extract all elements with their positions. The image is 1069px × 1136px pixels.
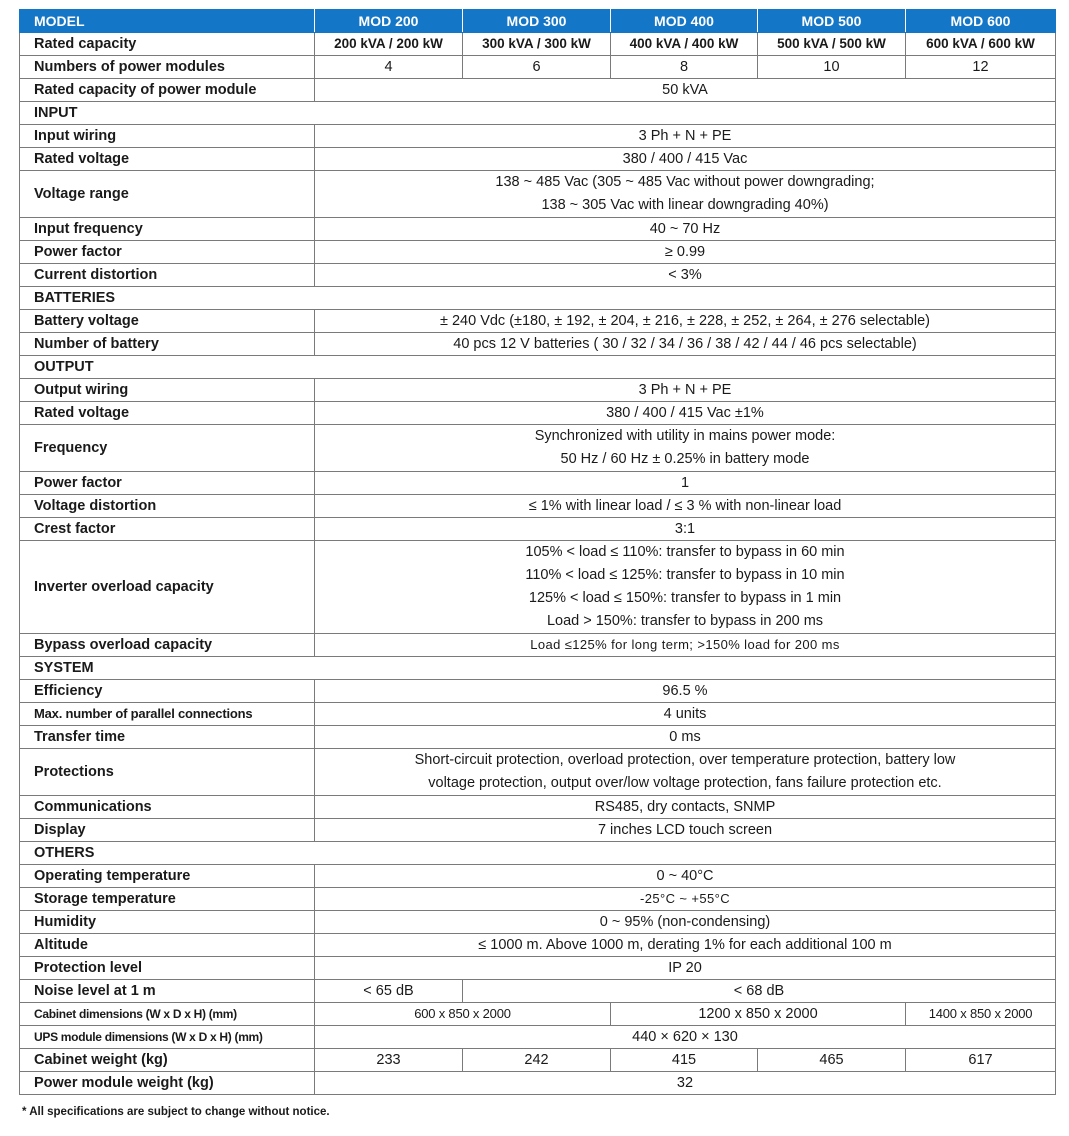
cell-value: 3 Ph + N + PE xyxy=(315,379,1056,402)
cell-value: ≥ 0.99 xyxy=(315,241,1056,264)
section-others xyxy=(20,842,1056,865)
bypass-overload-row xyxy=(20,634,1056,657)
row-label: Bypass overload capacity xyxy=(20,634,315,657)
row-label: Altitude xyxy=(20,934,315,957)
cell-value: 440 × 620 × 130 xyxy=(315,1026,1056,1049)
section-title: SYSTEM xyxy=(20,657,1056,680)
cell-value: 1400 x 850 x 2000 xyxy=(906,1003,1056,1026)
cell-value: 40 ~ 70 Hz xyxy=(315,218,1056,241)
row-label: Frequency xyxy=(20,425,315,472)
row-label: Numbers of power modules xyxy=(20,56,315,79)
row-label: Power factor xyxy=(20,472,315,495)
model-mod400-header: MOD 400 xyxy=(611,10,758,33)
model-mod300-header: MOD 300 xyxy=(463,10,611,33)
cell-value: ≤ 1% with linear load / ≤ 3 % with non-linear load xyxy=(315,495,1056,518)
cell-value: 4 xyxy=(315,56,463,79)
cell-value: IP 20 xyxy=(315,957,1056,980)
section-system xyxy=(20,657,1056,680)
cell-value: 32 xyxy=(315,1072,1056,1095)
value-line: Synchronized with utility in mains power mode: xyxy=(534,428,836,444)
cell-value: 7 inches LCD touch screen xyxy=(315,819,1056,842)
row-label: Inverter overload capacity xyxy=(20,541,315,634)
model-mod600-header: MOD 600 xyxy=(906,10,1056,33)
operating-temp-row xyxy=(20,865,1056,888)
row-label: Output wiring xyxy=(20,379,315,402)
row-label: Voltage distortion xyxy=(20,495,315,518)
cell-value: < 3% xyxy=(315,264,1056,287)
cell-value xyxy=(315,749,1056,796)
cabinet-dims-row xyxy=(20,1003,1056,1026)
cell-value: 380 / 400 / 415 Vac xyxy=(315,148,1056,171)
crest-factor-row xyxy=(20,518,1056,541)
model-mod500-header: MOD 500 xyxy=(758,10,906,33)
cell-value: 500 kVA / 500 kW xyxy=(758,33,906,56)
cell-value: 600 x 850 x 2000 xyxy=(315,1003,611,1026)
row-label: Voltage range xyxy=(20,171,315,218)
cell-value: 415 xyxy=(611,1049,758,1072)
row-label: Protections xyxy=(20,749,315,796)
efficiency-row xyxy=(20,680,1056,703)
display-row xyxy=(20,819,1056,842)
cell-value: < 65 dB xyxy=(315,980,463,1003)
cell-value: 242 xyxy=(463,1049,611,1072)
section-title: OTHERS xyxy=(20,842,1056,865)
row-label: Protection level xyxy=(20,957,315,980)
voltage-distortion-row xyxy=(20,495,1056,518)
section-title: OUTPUT xyxy=(20,356,1056,379)
section-input xyxy=(20,102,1056,125)
row-label: Current distortion xyxy=(20,264,315,287)
section-title: INPUT xyxy=(20,102,1056,125)
input-voltage-row xyxy=(20,148,1056,171)
communications-row xyxy=(20,796,1056,819)
protection-level-row xyxy=(20,957,1056,980)
row-label: Cabinet weight (kg) xyxy=(20,1049,315,1072)
specification-table xyxy=(19,9,1056,1095)
voltage-range-row xyxy=(20,171,1056,218)
cell-value: < 68 dB xyxy=(463,980,1056,1003)
row-label: Communications xyxy=(20,796,315,819)
cell-value: 300 kVA / 300 kW xyxy=(463,33,611,56)
cell-value: 400 kVA / 400 kW xyxy=(611,33,758,56)
row-label: UPS module dimensions (W x D x H) (mm) xyxy=(20,1026,315,1049)
humidity-row xyxy=(20,911,1056,934)
value-line: Load > 150%: transfer to bypass in 200 ms xyxy=(546,613,824,629)
cell-value: ≤ 1000 m. Above 1000 m, derating 1% for each additional 100 m xyxy=(315,934,1056,957)
cell-value: 200 kVA / 200 kW xyxy=(315,33,463,56)
battery-voltage-row xyxy=(20,310,1056,333)
input-pf-row xyxy=(20,241,1056,264)
input-wiring-row xyxy=(20,125,1056,148)
cell-value: 50 kVA xyxy=(315,79,1056,102)
cell-value: 3 Ph + N + PE xyxy=(315,125,1056,148)
module-weight-row xyxy=(20,1072,1056,1095)
cell-value xyxy=(315,171,1056,218)
cell-value: 0 ~ 95% (non-condensing) xyxy=(315,911,1056,934)
cell-value: ± 240 Vdc (±180, ± 192, ± 204, ± 216, ± 228, ± 252, ± 264, ± 276 selectable) xyxy=(315,310,1056,333)
row-label: Transfer time xyxy=(20,726,315,749)
value-line: 50 Hz / 60 Hz ± 0.25% in battery mode xyxy=(560,451,810,467)
inverter-overload-row xyxy=(20,541,1056,634)
noise-row xyxy=(20,980,1056,1003)
cell-value: 8 xyxy=(611,56,758,79)
row-label: Humidity xyxy=(20,911,315,934)
cabinet-weight-row xyxy=(20,1049,1056,1072)
rated-capacity-row xyxy=(20,33,1056,56)
input-frequency-row xyxy=(20,218,1056,241)
cell-value: 0 ms xyxy=(315,726,1056,749)
output-pf-row xyxy=(20,472,1056,495)
model-header: MODEL xyxy=(20,10,315,33)
cell-value: 600 kVA / 600 kW xyxy=(906,33,1056,56)
row-label: Display xyxy=(20,819,315,842)
row-label: Power module weight (kg) xyxy=(20,1072,315,1095)
row-label: Rated capacity xyxy=(20,33,315,56)
cell-value: 0 ~ 40°C xyxy=(315,865,1056,888)
cell-value: Load ≤125% for long term; >150% load for 200 ms xyxy=(315,634,1056,657)
row-label: Max. number of parallel connections xyxy=(20,703,315,726)
cell-value xyxy=(315,541,1056,634)
cell-value: 3:1 xyxy=(315,518,1056,541)
row-label: Input frequency xyxy=(20,218,315,241)
protections-row xyxy=(20,749,1056,796)
cell-value: -25°C ~ +55°C xyxy=(315,888,1056,911)
row-label: Operating temperature xyxy=(20,865,315,888)
value-line: 105% < load ≤ 110%: transfer to bypass in 60 min xyxy=(525,544,845,560)
row-label: Efficiency xyxy=(20,680,315,703)
cell-value: 10 xyxy=(758,56,906,79)
num-modules-row xyxy=(20,56,1056,79)
section-batteries xyxy=(20,287,1056,310)
row-label: Noise level at 1 m xyxy=(20,980,315,1003)
header-row xyxy=(20,10,1056,33)
cell-value: 12 xyxy=(906,56,1056,79)
module-dims-row xyxy=(20,1026,1056,1049)
cell-value: 465 xyxy=(758,1049,906,1072)
row-label: Number of battery xyxy=(20,333,315,356)
row-label: Input wiring xyxy=(20,125,315,148)
altitude-row xyxy=(20,934,1056,957)
row-label: Battery voltage xyxy=(20,310,315,333)
module-capacity-row xyxy=(20,79,1056,102)
cell-value: RS485, dry contacts, SNMP xyxy=(315,796,1056,819)
cell-value xyxy=(315,425,1056,472)
cell-value: 1200 x 850 x 2000 xyxy=(611,1003,906,1026)
output-voltage-row xyxy=(20,402,1056,425)
row-label: Crest factor xyxy=(20,518,315,541)
output-frequency-row xyxy=(20,425,1056,472)
transfer-time-row xyxy=(20,726,1056,749)
value-line: 110% < load ≤ 125%: transfer to bypass in 10 min xyxy=(525,567,845,583)
cell-value: 6 xyxy=(463,56,611,79)
battery-count-row xyxy=(20,333,1056,356)
row-label: Rated voltage xyxy=(20,402,315,425)
cell-value: 617 xyxy=(906,1049,1056,1072)
cell-value: 1 xyxy=(315,472,1056,495)
storage-temp-row xyxy=(20,888,1056,911)
output-wiring-row xyxy=(20,379,1056,402)
value-line: voltage protection, output over/low voltage protection, fans failure protection etc. xyxy=(428,775,942,791)
cell-value: 233 xyxy=(315,1049,463,1072)
cell-value: 96.5 % xyxy=(315,680,1056,703)
value-line: 125% < load ≤ 150%: transfer to bypass in 1 min xyxy=(528,590,842,606)
row-label: Rated voltage xyxy=(20,148,315,171)
section-output xyxy=(20,356,1056,379)
value-line: 138 ~ 485 Vac (305 ~ 485 Vac without power downgrading; xyxy=(495,174,875,190)
value-line: 138 ~ 305 Vac with linear downgrading 40%) xyxy=(541,197,829,213)
cell-value: 4 units xyxy=(315,703,1056,726)
row-label: Storage temperature xyxy=(20,888,315,911)
row-label: Rated capacity of power module xyxy=(20,79,315,102)
model-mod200-header: MOD 200 xyxy=(315,10,463,33)
value-line: Short-circuit protection, overload protection, over temperature protection, battery low xyxy=(414,752,956,768)
row-label: Power factor xyxy=(20,241,315,264)
cell-value: 40 pcs 12 V batteries ( 30 / 32 / 34 / 36 / 38 / 42 / 44 / 46 pcs selectable) xyxy=(315,333,1056,356)
footnote: * All specifications are subject to change without notice. xyxy=(22,1106,330,1118)
parallel-row xyxy=(20,703,1056,726)
current-distortion-row xyxy=(20,264,1056,287)
section-title: BATTERIES xyxy=(20,287,1056,310)
cell-value: 380 / 400 / 415 Vac ±1% xyxy=(315,402,1056,425)
row-label: Cabinet dimensions (W x D x H) (mm) xyxy=(20,1003,315,1026)
